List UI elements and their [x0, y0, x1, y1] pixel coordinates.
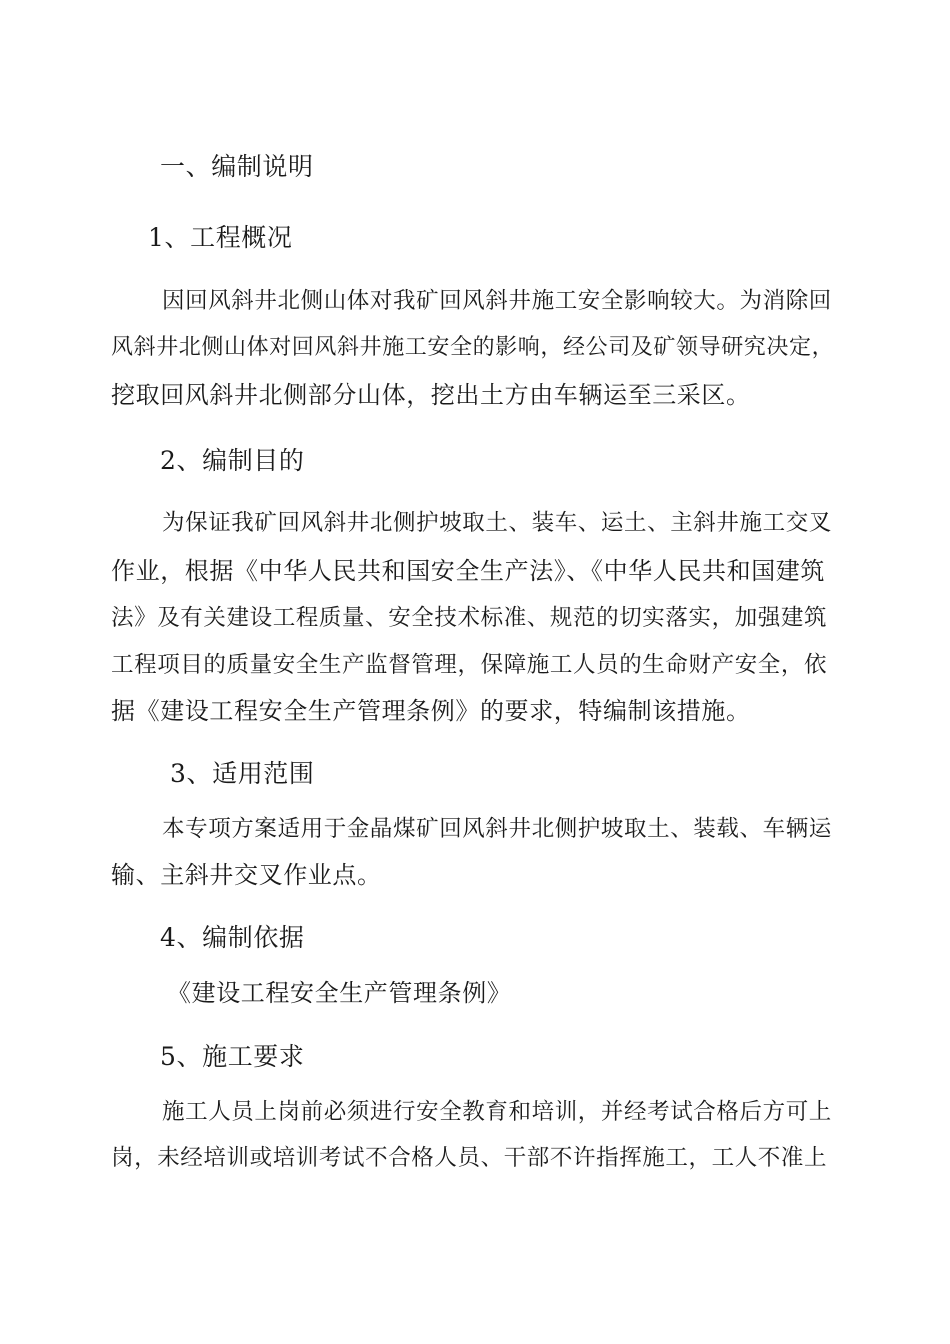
purpose-line-1: 为保证我矿回风斜井北侧护坡取土、装车、运土、主斜井施工交叉: [162, 510, 832, 536]
section-title: 一、编制说明: [160, 152, 314, 181]
purpose-heading: 2、编制目的: [160, 446, 305, 475]
basis-line-1: 《建设工程安全生产管理条例》: [167, 979, 512, 1007]
requirements-line-1: 施工人员上岗前必须进行安全教育和培训，并经考试合格后方可上: [162, 1099, 832, 1125]
requirements-line-2: 岗，未经培训或培训考试不合格人员、干部不许指挥施工，工人不准上: [111, 1145, 828, 1171]
purpose-line-3: 法》及有关建设工程质量、安全技术标准、规范的切实落实，加强建筑: [111, 605, 828, 631]
purpose-line-2: 作业，根据《中华人民共和国安全生产法》、《中华人民共和国建筑: [111, 557, 825, 585]
scope-line-2: 输、主斜井交叉作业点。: [111, 861, 382, 889]
basis-heading: 4、编制依据: [160, 923, 305, 952]
scope-heading: 3、适用范围: [170, 759, 315, 788]
purpose-line-5: 据《建设工程安全生产管理条例》的要求，特编制该措施。: [111, 697, 751, 725]
purpose-line-4: 工程项目的质量安全生产监督管理，保障施工人员的生命财产安全，依: [111, 652, 828, 678]
overview-line-3: 挖取回风斜井北侧部分山体，挖出土方由车辆运至三采区。: [111, 381, 751, 409]
requirements-heading: 5、施工要求: [160, 1042, 305, 1071]
overview-line-1: 因回风斜井北侧山体对我矿回风斜井施工安全影响较大。为消除回: [162, 288, 832, 314]
overview-line-2: 风斜井北侧山体对回风斜井施工安全的影响，经公司及矿领导研究决定，: [111, 335, 835, 360]
scope-line-1: 本专项方案适用于金晶煤矿回风斜井北侧护坡取土、装载、车辆运: [162, 816, 832, 842]
overview-heading: 1、工程概况: [148, 223, 293, 252]
